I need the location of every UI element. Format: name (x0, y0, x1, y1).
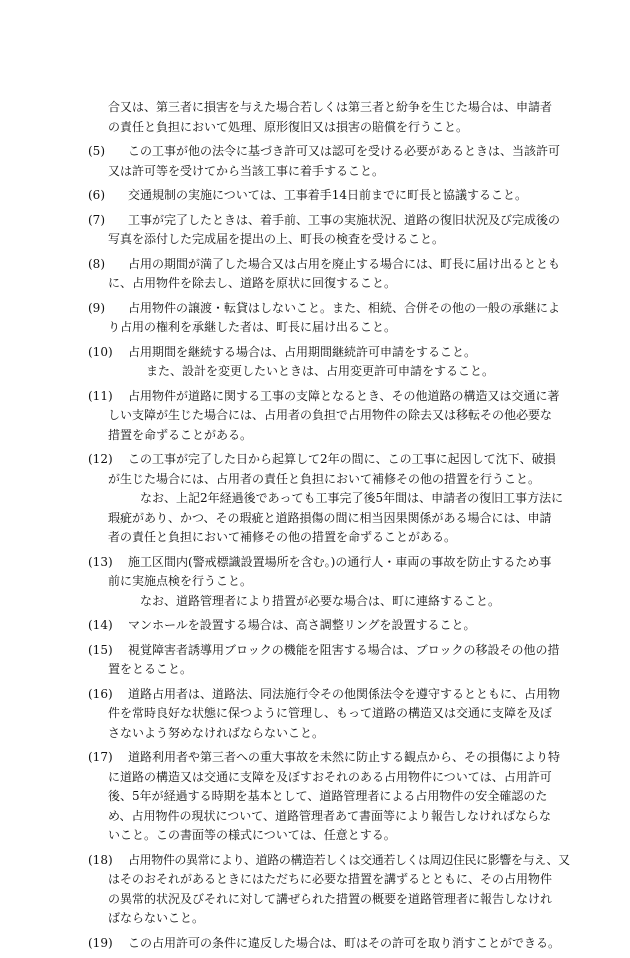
item-number: (8) (88, 256, 105, 271)
condition-item-13 (88, 553, 550, 612)
condition-item-14 (88, 616, 550, 636)
text-line: 占用物件が道路に関する工事の支障となるとき、その他道路の構造又は交通に著 (128, 388, 560, 403)
text-line: 占用期間を継続する場合は、占用期間継続許可申請をすること。 (128, 344, 477, 359)
text-line: に、占用物件を除去し、道路を原状に回復すること。 (108, 276, 397, 290)
text-line: ばならないこと。 (108, 911, 205, 925)
item-number: (9) (88, 300, 105, 315)
text-line: の責任と負担において処理、原形復旧又は損害の賠償を行うこと。 (108, 119, 469, 134)
item-number: (13) (88, 554, 113, 569)
item-number: (5) (88, 144, 105, 158)
text-line: 視覚障害者誘導用ブロックの機能を阻害する場合は、ブロックの移設その他の措 (128, 642, 560, 657)
text-line: 道路利用者や第三者への重大事故を未然に防止する観点から、その損傷により特 (128, 750, 561, 764)
text-line: 写真を添付した完成届を提出の上、町長の検査を受けること。 (108, 232, 445, 246)
text-line: 合又は、第三者に損害を与えた場合若しくは第三者と紛争を生じた場合は、申請者 (108, 100, 553, 114)
text-line: 占用の期間が満了した場合又は占用を廃止する場合には、町長に届け出るととも (128, 256, 561, 271)
text-line: 件を常時良好な状態に保つように管理し、もって道路の構造又は交通に支障を及ぼ (108, 706, 553, 720)
text-line: はそのおそれがあるときにはただちに必要な措置を講ずるとともに、その占用物件 (108, 872, 553, 886)
text-line: さないよう努めなければならないこと。 (108, 725, 325, 740)
text-line: 占用物件の異常により、道路の構造若しくは交通若しくは周辺住民に影響を与え、又 (128, 852, 570, 867)
text-line: め、占用物件の現状について、道路管理者あて書面等により報告しなければならな (108, 808, 552, 823)
condition-item-6 (88, 186, 550, 206)
item-number: (12) (88, 452, 113, 466)
item-number: (7) (88, 212, 105, 227)
item-number: (15) (88, 642, 113, 657)
item-number: (16) (88, 686, 113, 701)
text-line: 措置を命ずることがある。 (108, 427, 253, 442)
text-line: 施工区間内(警戒標識設置場所を含む。)の通行人・車両の事故を防止するため事 (128, 554, 552, 569)
condition-item-8 (88, 255, 561, 294)
text-line: り占用の権利を承継した者は、町長に届け出ること。 (108, 320, 397, 334)
text-line: の異常的状況及びそれに対して講ぜられた措置の概要を道路管理者に報告しなけれ (108, 891, 553, 906)
item-number: (18) (88, 852, 113, 867)
condition-item-18 (88, 851, 570, 929)
text-line: なお、道路管理者により措置が必要な場合は、町に連絡すること。 (140, 593, 501, 608)
condition-item-11 (88, 387, 560, 446)
text-line: 交通規制の実施については、工事着手14日前までに町長と協議すること。 (128, 188, 528, 202)
text-line: 後、5年が経過する時期を基本として、道路管理者による占用物件の安全確認のた (108, 789, 548, 803)
text-line: 者の責任と負担において補修その他の措置を命ずることがある。 (108, 530, 457, 544)
condition-item-19 (88, 934, 561, 954)
text-line: この工事が他の法令に基づき許可又は認可を受ける必要があるときは、当該許可 (128, 144, 561, 158)
item-number: (6) (88, 188, 105, 202)
text-line: が生じた場合には、占用者の責任と負担において補修その他の措置を行うこと。 (108, 471, 541, 486)
item-number: (11) (88, 388, 113, 403)
text-line: 瑕疵があり、かつ、その瑕疵と道路損傷の間に相当因果関係がある場合には、申請 (108, 510, 552, 525)
condition-item-10 (88, 343, 550, 382)
condition-item-12 (88, 450, 564, 548)
text-line: 工事が完了したときは、着手前、工事の実施状況、道路の復旧状況及び完成後の (128, 212, 561, 227)
conditions-list (88, 98, 570, 958)
text-line: しい支障が生じた場合には、占用者の負担で占用物件の除去又は移転その他必要な (108, 408, 553, 422)
text-line: マンホールを設置する場合は、高さ調整リングを設置すること。 (128, 618, 476, 632)
text-line: この工事が完了した日から起算して2年の間に、この工事に起因して沈下、破損 (128, 452, 556, 466)
text-line: また、設計を変更したいときは、占用変更許可申請をすること。 (146, 364, 495, 378)
text-line: 占用物件の譲渡・転貸はしないこと。また、相続、合併その他の一般の承継によ (128, 300, 561, 315)
condition-item-5 (88, 142, 561, 181)
text-line: 前に実施点検を行うこと。 (108, 574, 253, 588)
condition-item-17 (88, 748, 561, 846)
condition-item-15 (88, 641, 560, 680)
condition-item-7 (88, 211, 561, 250)
text-line: なお、上記2年経過後であっても工事完了後5年間は、申請者の復旧工事方法に (140, 491, 564, 505)
text-line: この占用許可の条件に違反した場合は、町はその許可を取り消すことができる。 (128, 935, 561, 950)
text-line: 又は許可等を受けてから当該工事に着手すること。 (108, 163, 385, 178)
text-line: 置をとること。 (108, 662, 193, 676)
text-line: 道路占用者は、道路法、同法施行令その他関係法令を遵守するとともに、占用物 (128, 686, 561, 701)
text-line: に道路の構造又は交通に支障を及ぼすおそれのある占用物件については、占用許可 (108, 769, 552, 784)
condition-item-16 (88, 685, 561, 744)
item-number: (10) (88, 344, 113, 359)
condition-item-9 (88, 299, 561, 338)
item-number: (19) (88, 935, 113, 950)
item-number: (17) (88, 750, 113, 764)
text-line: いこと。この書面等の様式については、任意とする。 (108, 828, 396, 842)
item-number: (14) (88, 618, 113, 632)
condition-item-4-continued (88, 98, 553, 137)
